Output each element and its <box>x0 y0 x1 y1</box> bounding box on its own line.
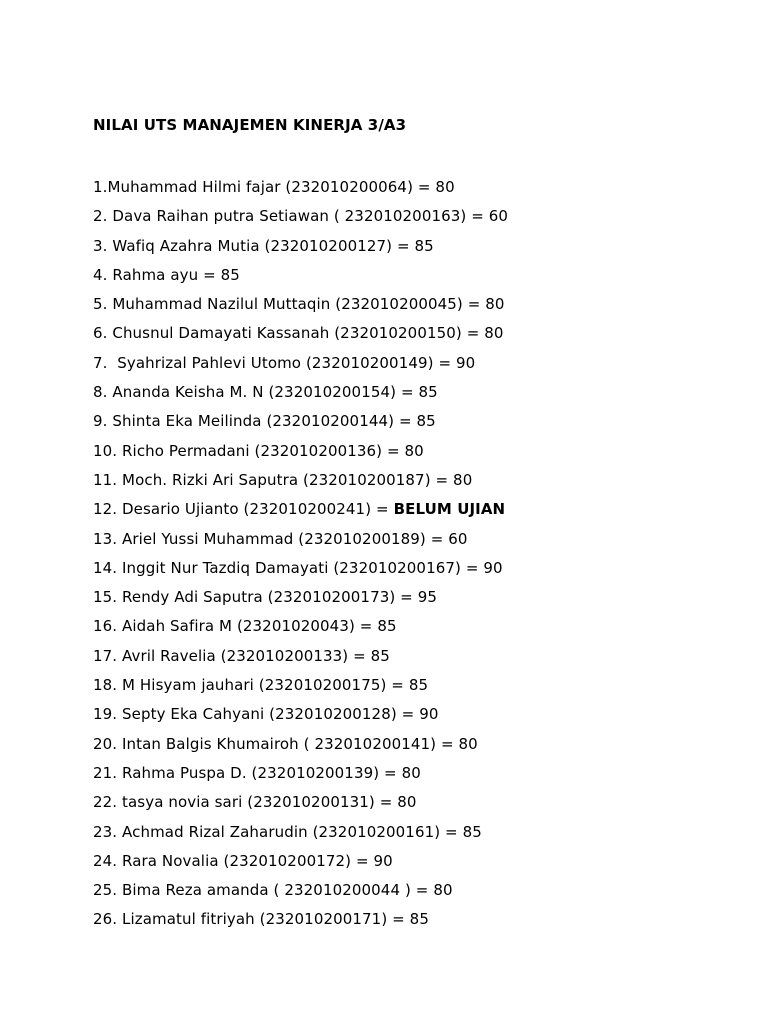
student-grade-text: 3. Wafiq Azahra Mutia (232010200127) = 85 <box>93 236 434 255</box>
list-item <box>93 612 733 641</box>
student-grade-text: 19. Septy Eka Cahyani (232010200128) = 90 <box>93 705 439 724</box>
student-grade-text: 24. Rara Novalia (232010200172) = 90 <box>93 851 393 870</box>
status-note: BELUM UJIAN <box>393 500 506 519</box>
list-item <box>93 319 733 348</box>
list-item <box>93 759 733 788</box>
list-item <box>93 788 733 817</box>
student-grade-text: 23. Achmad Rizal Zaharudin (232010200161) = 85 <box>93 822 482 841</box>
page-title: NILAI UTS MANAJEMEN KINERJA 3/A3 <box>93 116 407 134</box>
list-item <box>93 437 733 466</box>
list-item <box>93 730 733 759</box>
student-grade-text: 16. Aidah Safira M (23201020043) = 85 <box>93 617 397 636</box>
list-item <box>93 261 733 290</box>
student-grade-text: 12. Desario Ujianto (232010200241) = <box>93 500 394 519</box>
list-item <box>93 847 733 876</box>
student-grade-text: 17. Avril Ravelia (232010200133) = 85 <box>93 646 390 665</box>
list-item <box>93 407 733 436</box>
list-item <box>93 671 733 700</box>
list-item <box>93 554 733 583</box>
list-item <box>93 290 733 319</box>
student-grade-text: 15. Rendy Adi Saputra (232010200173) = 95 <box>93 588 437 607</box>
student-grade-text: 8. Ananda Keisha M. N (232010200154) = 85 <box>93 383 438 402</box>
student-grade-text: 6. Chusnul Damayati Kassanah (232010200150) = 80 <box>93 324 504 343</box>
list-item <box>93 378 733 407</box>
list-item <box>93 202 733 231</box>
list-item <box>93 466 733 495</box>
student-grade-text: 7. Syahrizal Pahlevi Utomo (232010200149) = 90 <box>93 353 476 372</box>
student-grade-text: 10. Richo Permadani (232010200136) = 80 <box>93 441 424 460</box>
list-item <box>93 525 733 554</box>
student-grade-text: 20. Intan Balgis Khumairoh ( 232010200141) = 80 <box>93 734 478 753</box>
document-page <box>93 115 733 935</box>
list-item <box>93 232 733 261</box>
student-grade-text: 5. Muhammad Nazilul Muttaqin (232010200045) = 80 <box>93 295 505 314</box>
list-item <box>93 905 733 934</box>
student-grade-text: 22. tasya novia sari (232010200131) = 80 <box>93 793 417 812</box>
student-grade-text: 11. Moch. Rizki Ari Saputra (232010200187) = 80 <box>93 470 473 489</box>
student-grade-text: 14. Inggit Nur Tazdiq Damayati (232010200167) = 90 <box>93 558 503 577</box>
list-item <box>93 818 733 847</box>
student-grade-text: 26. Lizamatul fitriyah (232010200171) = 85 <box>93 910 429 929</box>
student-grade-text: 25. Bima Reza amanda ( 232010200044 ) = 80 <box>93 881 453 900</box>
list-item <box>93 495 733 524</box>
list-item <box>93 876 733 905</box>
student-grade-text: 18. M Hisyam jauhari (232010200175) = 85 <box>93 676 429 695</box>
list-item <box>93 642 733 671</box>
student-grade-text: 4. Rahma ayu = 85 <box>93 265 240 284</box>
student-grade-text: 1.Muhammad Hilmi fajar (232010200064) = 80 <box>93 178 455 196</box>
student-grade-text: 21. Rahma Puspa D. (232010200139) = 80 <box>93 763 421 782</box>
list-item <box>93 583 733 612</box>
list-item <box>93 700 733 729</box>
list-item <box>93 349 733 378</box>
student-grade-text: 13. Ariel Yussi Muhammad (232010200189) = 60 <box>93 529 468 548</box>
student-grade-text: 2. Dava Raihan putra Setiawan ( 232010200163) = 60 <box>93 207 509 226</box>
grade-list <box>93 173 733 935</box>
student-grade-text: 9. Shinta Eka Meilinda (232010200144) = 85 <box>93 412 436 431</box>
list-item <box>93 173 733 202</box>
